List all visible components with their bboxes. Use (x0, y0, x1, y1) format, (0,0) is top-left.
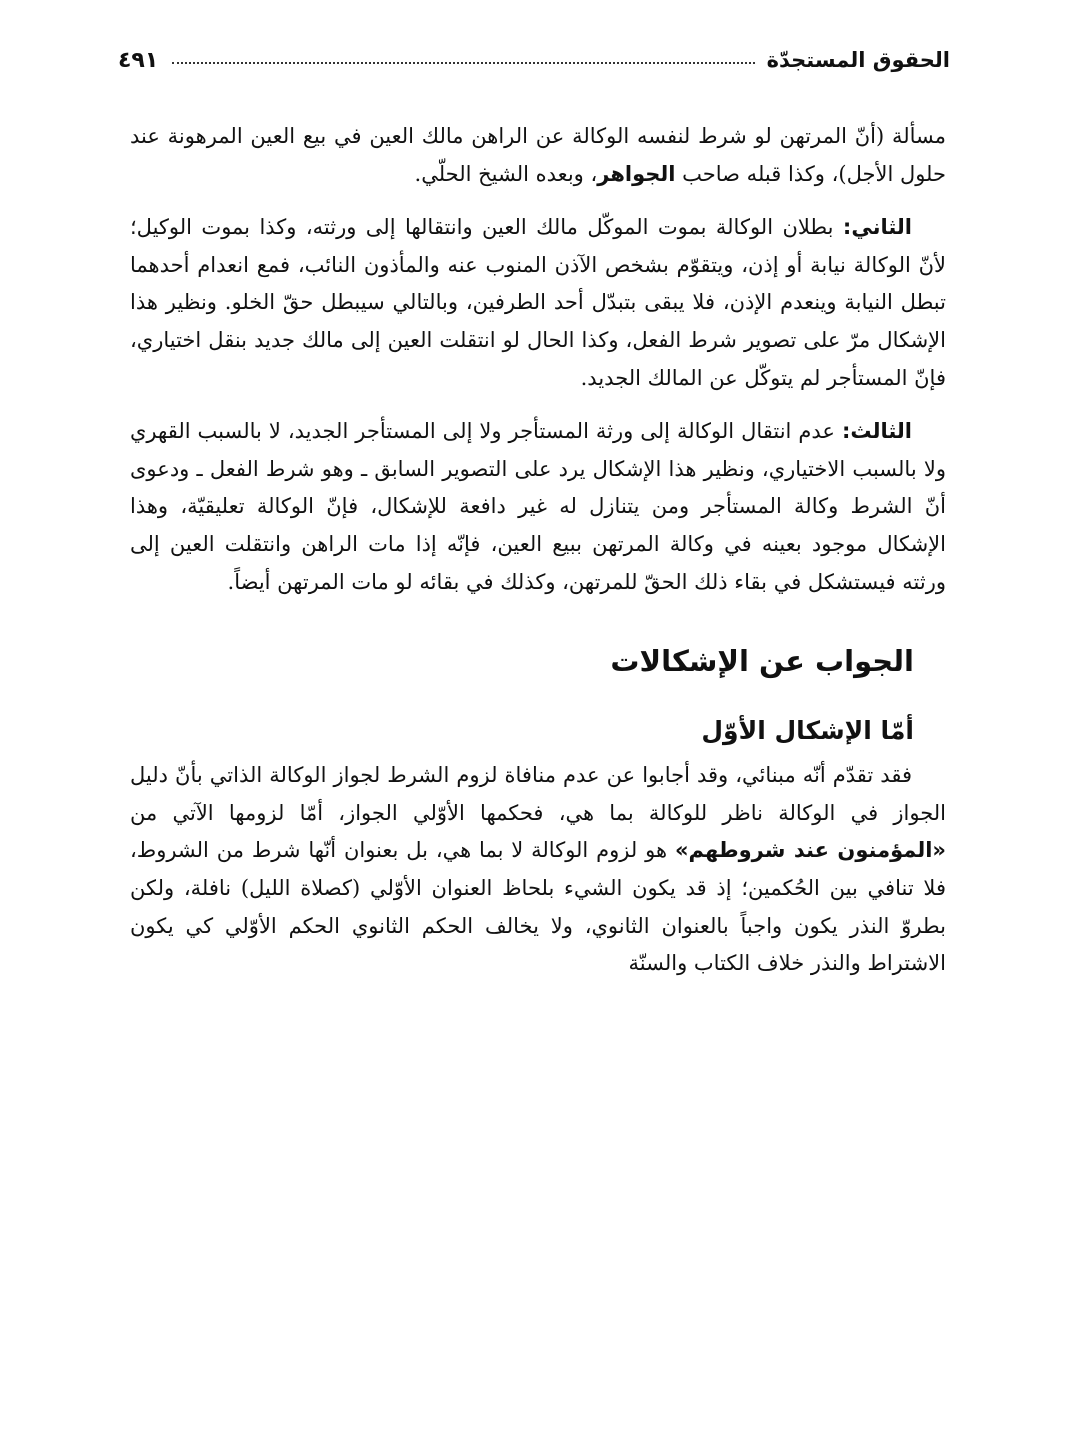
paragraph-answer-first (130, 757, 946, 983)
paragraph-third-problem (130, 413, 946, 601)
paragraph-continuation (130, 118, 946, 193)
sub-heading: أمّا الإشكال الأوّل (701, 716, 914, 746)
paragraph-term-third: الثالث: (841, 419, 912, 444)
hadith-quote: «المؤمنون عند شروطهم» (674, 838, 946, 863)
paragraph-text: عدم انتقال الوكالة إلى ورثة المستأجر ولا إلى المستأجر الجديد، لا بالسبب القهري ولا بالسبب الاختياري، ونظير هذا الإشكال يرد على التصوير السابق ـ وهو شرط الفعل ـ ودعوى أنّ الشرط وكالة المستأجر ومن يتنازل له غير دافعة للإشكال، فإنّ الوكالة تعليقيّة، وهذا الإشكال موجود بعينه في وكالة المرتهن ببيع العين، فإنّه إذا مات الراهن وانتقلت العين إلى ورثته فيستشكل في بقاء ذلك الحقّ للمرتهن، وكذلك في بقائه لو مات المرتهن أيضاً. (130, 419, 946, 594)
paragraph-text: بطلان الوكالة بموت الموكّل مالك العين وانتقالها إلى ورثته، وكذا بموت الوكيل؛ لأنّ الوكالة نيابة أو إذن، ويتقوّم بشخص الآذن المنوب عنه والمأذون النائب، فمع انعدام أحدهما تبطل النيابة وينعدم الإذن، فلا يبقى بتبدّل أحد الطرفين، وبالتالي سيبطل حقّ الخلو. ونظير هذا الإشكال مرّ على تصوير شرط الفعل، وكذا الحال لو انتقلت العين إلى مالك جديد بنقل اختياري، فإنّ المستأجر لم يتوكّل عن المالك الجديد. (130, 215, 946, 390)
paragraph-text: فقد تقدّم أنّه مبنائي، وقد أجابوا عن عدم منافاة لزوم الشرط لجواز الوكالة الذاتي بأنّ دليل الجواز في الوكالة ناظر للوكالة بما هي، فحكمها الأوّلي الجواز، أمّا لزومها الآتي من (130, 763, 946, 825)
body-text (130, 118, 946, 983)
page-number: ٤٩١ (118, 47, 159, 73)
paragraph-second-problem (130, 209, 946, 397)
header-dotted-leader (172, 62, 754, 64)
paragraph-text: هو لزوم الوكالة لا بما هي، بل بعنوان أنّها شرط من الشروط، فلا تنافي بين الحُكمين؛ إذ قد يكون الشيء بلحاظ العنوان الأوّلي (كصلاة الليل) نافلة، ولكن بطروّ النذر يكون واجباً بالعنوان الثانوي، ولا يخالف الحكم الثانوي الحكم الأوّلي كي يكون الاشتراط والنذر خلاف الكتاب والسنّة (130, 838, 946, 976)
section-heading: الجواب عن الإشكالات (610, 644, 914, 679)
paragraph-text: ، وبعده الشيخ الحلّي. (414, 161, 598, 186)
bold-book-title: الجواهر (597, 161, 676, 186)
paragraph-text: مسألة (أنّ المرتهن لو شرط لنفسه الوكالة عن الراهن مالك العين في بيع العين المرهونة عند حلول الأجل)، وكذا قبله صاحب (130, 124, 946, 186)
header-title: الحقوق المستجدّة (766, 48, 950, 72)
paragraph-term-second: الثاني: (842, 215, 912, 240)
running-header (118, 40, 950, 80)
